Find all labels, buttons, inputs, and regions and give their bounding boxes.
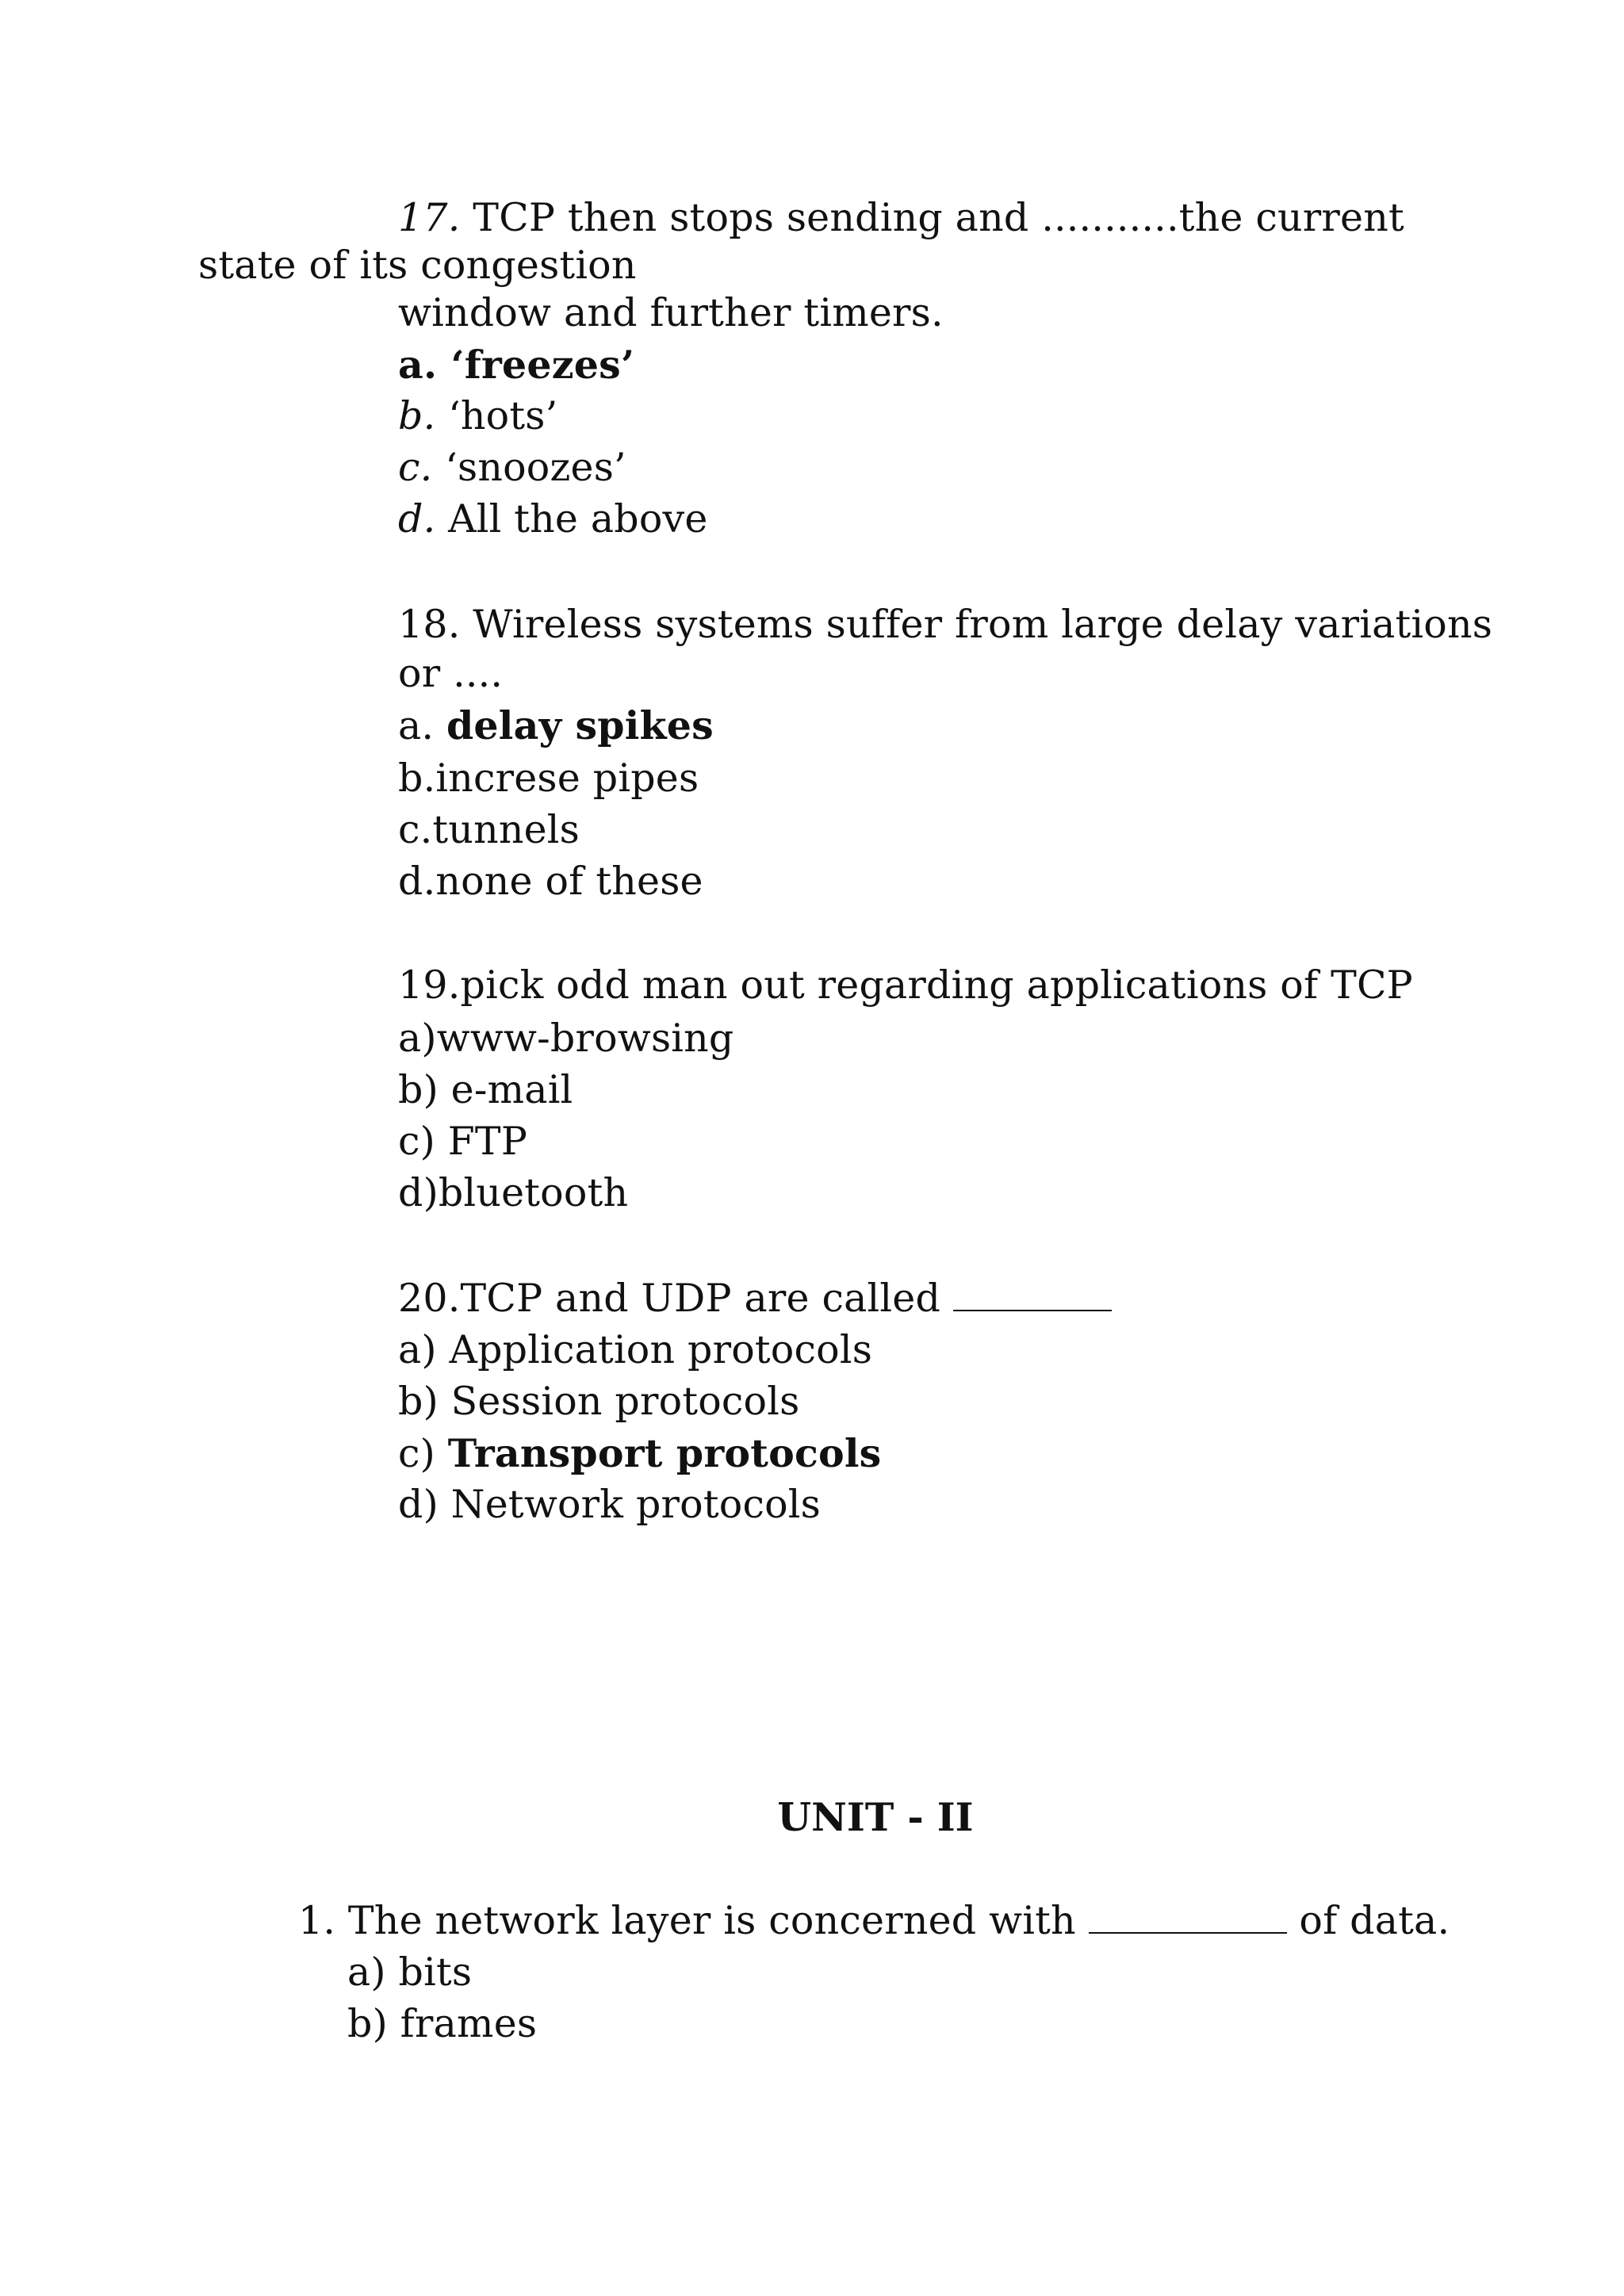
q18-text-2: or .... [398,651,504,696]
q17-option-b [398,392,557,440]
q19-option-c-text: c) FTP [398,1119,527,1164]
q20-option-d [398,1481,821,1529]
q20-option-b [398,1378,799,1425]
q20-answer-blank [953,1275,1112,1311]
unit2-q1-option-b-text: b) frames [347,2001,538,2046]
unit2-q1-option-b [347,2000,537,2048]
q17-text-3: window and further timers. [398,290,944,335]
q19-option-b [398,1066,573,1114]
q20-line-1 [398,1275,1112,1322]
q17-option-c-letter: c. [398,445,433,490]
q18-option-a [398,702,714,750]
q19-option-d-text: d)bluetooth [398,1170,629,1215]
unit-heading: UNIT - II [777,1794,974,1840]
q17-option-c [398,444,626,492]
q17-option-d-text: All the above [435,496,708,541]
q18-option-c [398,806,580,854]
q20-text: 20.TCP and UDP are called [398,1276,953,1321]
q17-number: 17. [398,195,461,240]
q20-option-c [398,1429,881,1478]
q20-option-a-text: a) Application protocols [398,1327,873,1372]
q17-text-2: state of its congestion [198,243,637,288]
q18-option-d-text: d.none of these [398,859,703,904]
q18-option-b-text: b.increse pipes [398,756,699,801]
q17-line-2 [198,242,637,289]
q19-line-1 [398,962,1413,1009]
q19-option-a-text: a)www-browsing [398,1016,734,1061]
q17-option-a-letter: a. [398,342,438,388]
q19-option-d [398,1169,628,1217]
q17-option-b-letter: b. [398,393,436,438]
q17-option-b-text: ‘hots’ [435,393,558,438]
q17-text-1: TCP then stops sending and ...........the current [460,195,1404,240]
q20-option-c-letter: c) [398,1431,448,1476]
q19-option-a [398,1015,734,1062]
unit2-q1-text-before: 1. The network layer is concerned with [298,1898,1089,1943]
q17-option-d [398,496,708,543]
q17-line-3 [398,289,944,337]
q18-option-c-text: c.tunnels [398,807,580,852]
q17-line-1 [398,194,1404,242]
unit2-q1-line-1 [298,1897,1450,1945]
q19-text: 19.pick odd man out regarding applications of TCP [398,962,1413,1008]
unit2-q1-answer-blank [1089,1897,1287,1934]
unit2-q1-option-a-text: a) bits [347,1950,473,1995]
q19-option-c [398,1118,527,1165]
q20-option-c-text: Transport protocols [447,1430,882,1476]
q18-line-1 [398,601,1492,649]
q18-line-2 [398,650,503,698]
q18-option-d [398,858,703,905]
q18-option-a-letter: a. [398,703,446,748]
q18-text-1: 18. Wireless systems suffer from large delay variations [398,602,1493,647]
unit2-q1-text-after: of data. [1286,1898,1450,1943]
q19-option-b-text: b) e-mail [398,1067,573,1112]
q17-option-c-text: ‘snoozes’ [432,445,626,490]
q20-option-a [398,1326,872,1374]
q18-option-b [398,755,699,802]
q17-option-a-text: ‘freezes’ [437,342,635,388]
q20-option-d-text: d) Network protocols [398,1482,821,1527]
q17-option-d-letter: d. [398,496,436,541]
q18-option-a-text: delay spikes [446,702,714,748]
q17-option-a [398,341,634,388]
q20-option-b-text: b) Session protocols [398,1379,800,1424]
unit2-q1-option-a [347,1949,472,1996]
